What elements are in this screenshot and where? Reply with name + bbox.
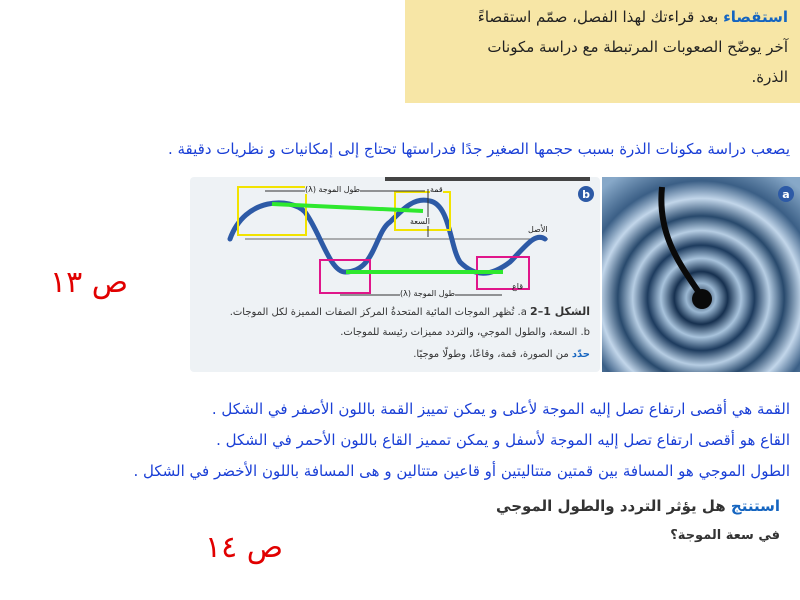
conclude-keyword: استنتج — [730, 497, 780, 515]
water-ripple-photo — [602, 177, 800, 372]
rod-tip — [692, 289, 712, 309]
ripple-background — [602, 177, 800, 372]
figure-caption-title: الشكل 1–2 — [530, 305, 590, 318]
conclude-line-2: في سعة الموجة؟ — [670, 528, 780, 543]
water-ripple-image — [602, 177, 800, 372]
label-origin: الأصل — [528, 225, 548, 234]
figure-caption-a-text: a. تُظهر الموجات المائية المتحدةُ المركز الصفات المميزة لكل الموجات. — [229, 307, 527, 318]
definition-crest: القمة هي أقصى ارتفاع تصل إليه الموجة لأعلى و يمكن تمييز القمة باللون الأصفر في الشكل . — [211, 400, 790, 418]
assessment-line-3: الذرة. — [751, 68, 788, 86]
assessment-box — [405, 0, 800, 103]
figure-caption-b: b. السعة، والطول الموجي، والتردد مميزات رئيسة للموجات. — [340, 327, 590, 338]
definition-wavelength: الطول الموجي هو المسافة بين قمتين متتاليتين أو قاعين متتالين و هى المسافة باللون الأخضر في الشكل . — [133, 462, 790, 480]
assessment-line-2: آخر يوضّح الصعوبات المرتبطة مع دراسة مكونات — [487, 38, 788, 56]
label-trough: قاع — [512, 282, 524, 291]
figure-caption-c-key: حدّد — [571, 349, 590, 360]
figure-caption-a — [230, 305, 590, 318]
assessment-keyword: استقصاء — [723, 8, 788, 26]
badge-b: b — [582, 188, 590, 201]
assessment-line-1-text: بعد قراءتك لهذا الفصل، صمّم استقصاءً — [477, 8, 724, 26]
definition-trough: القاع هو أقصى ارتفاع تصل إليه الموجة لأسفل و يمكن تمميز القاع باللون الأحمر في الشكل . — [216, 431, 790, 449]
conclude-line-1-text: هل يؤثر التردد والطول الموجي — [496, 497, 731, 515]
figure-top-strip — [385, 177, 590, 181]
wave-figure-panel — [190, 177, 600, 372]
label-wavelength-bottom: طول الموجة (λ) — [400, 289, 456, 298]
figure-caption-c — [413, 349, 590, 360]
figure-caption-c-text: من الصورة، قمة، وقاعًا، وطولًا موجيًا. — [413, 349, 572, 360]
label-crest: قمة — [430, 185, 443, 194]
wave-diagram — [190, 177, 600, 302]
assessment-line-1 — [478, 8, 788, 26]
badge-a: a — [782, 188, 790, 201]
page-ref-14: ص ١٤ — [205, 530, 284, 565]
intro-text: يصعب دراسة مكونات الذرة بسبب حجمها الصغير جدًا فدراستها تحتاج إلى إمكانيات و نظريات دقيقة . — [167, 140, 790, 158]
conclude-line-1 — [496, 497, 780, 515]
label-amplitude: السعة — [410, 217, 430, 226]
label-wavelength-top: طول الموجة (λ) — [305, 185, 361, 194]
page-ref-13: ص ١٣ — [50, 265, 129, 300]
